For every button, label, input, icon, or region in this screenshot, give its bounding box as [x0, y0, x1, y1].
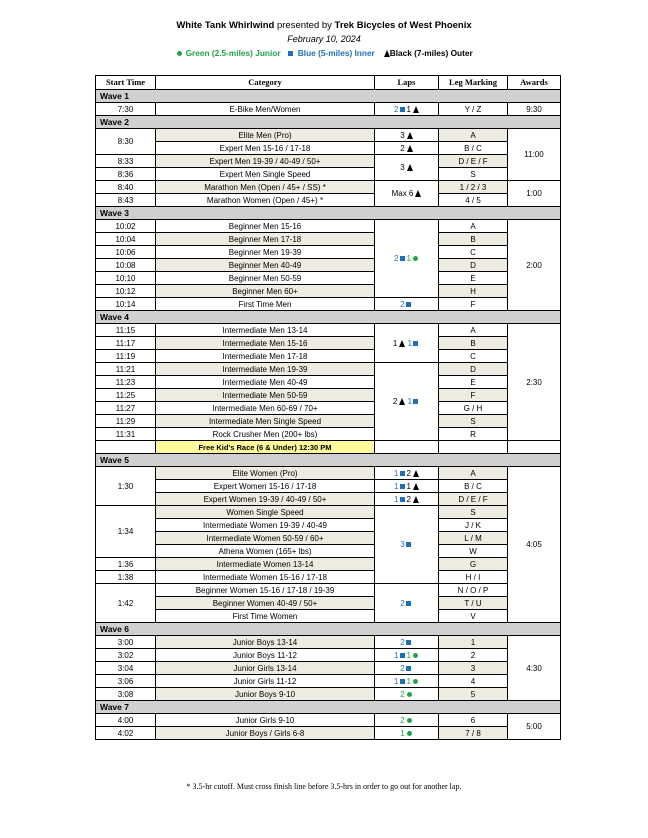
table-cell: First Time Men	[156, 298, 375, 311]
lap-count: 2	[406, 468, 411, 478]
table-row	[96, 363, 561, 376]
lap-count: 2	[400, 663, 405, 673]
table-cell	[508, 441, 561, 454]
table-cell: D / E / F	[439, 493, 508, 506]
table-cell: D / E / F	[439, 155, 508, 168]
lap-count: Max 6	[391, 189, 414, 198]
presented-by-text: presented by	[274, 20, 335, 31]
table-cell: 4:30	[508, 636, 561, 701]
laps-cell	[375, 636, 439, 649]
legend-blue: Blue (5-miles) Inner	[297, 48, 375, 58]
table-cell: A	[439, 220, 508, 233]
lap-count: 1	[392, 338, 398, 348]
laps-cell	[375, 220, 439, 298]
table-cell: Beginner Men 40-49	[156, 259, 375, 272]
table-cell: Intermediate Men 19-39	[156, 363, 375, 376]
black-triangle-icon	[399, 340, 405, 347]
table-cell: First Time Women	[156, 610, 375, 623]
laps-cell	[375, 480, 439, 493]
table-cell: 6	[439, 714, 508, 727]
lap-count: 2	[400, 143, 405, 153]
laps-cell	[375, 675, 439, 688]
table-row	[96, 636, 561, 649]
table-cell: A	[439, 129, 508, 142]
laps-cell	[375, 129, 439, 142]
table-row	[96, 194, 561, 207]
laps-cell	[375, 181, 439, 207]
table-cell: D	[439, 363, 508, 376]
wave-header	[96, 701, 561, 714]
table-cell: V	[439, 610, 508, 623]
blue-square-icon	[406, 302, 411, 307]
table-row	[96, 714, 561, 727]
table-row	[96, 428, 561, 441]
table-cell: E	[439, 376, 508, 389]
lap-count: 1	[394, 481, 399, 491]
table-cell: Wave 4	[96, 311, 561, 324]
table-cell: Intermediate Women 15-16 / 17-18	[156, 571, 375, 584]
table-cell: Wave 3	[96, 207, 561, 220]
table-cell: Wave 2	[96, 116, 561, 129]
table-cell: T / U	[439, 597, 508, 610]
table-cell: 11:00	[508, 129, 561, 181]
table-cell: Intermediate Women 50-59 / 60+	[156, 532, 375, 545]
table-cell: 3	[439, 662, 508, 675]
table-row	[96, 259, 561, 272]
laps-cell	[375, 714, 439, 727]
wave-header	[96, 311, 561, 324]
table-cell: Junior Girls 11-12	[156, 675, 375, 688]
lap-count: 1	[400, 728, 405, 738]
table-cell: 11:21	[96, 363, 156, 376]
table-row	[96, 155, 561, 168]
blue-square-icon	[400, 653, 405, 658]
blue-square-icon	[288, 51, 293, 56]
table-cell: C	[439, 246, 508, 259]
table-cell: 11:19	[96, 350, 156, 363]
table-cell: 4:02	[96, 727, 156, 740]
table-cell: 4:05	[508, 467, 561, 623]
course-legend	[0, 48, 648, 58]
blue-square-icon	[406, 601, 411, 606]
table-cell: Expert Men Single Speed	[156, 168, 375, 181]
green-circle-icon	[407, 692, 412, 697]
table-cell: 3:02	[96, 649, 156, 662]
table-cell: 1:42	[96, 584, 156, 623]
table-cell: B / C	[439, 480, 508, 493]
table-cell: 1:30	[96, 467, 156, 506]
blue-square-icon	[406, 666, 411, 671]
table-cell: 2	[439, 649, 508, 662]
table-row	[96, 584, 561, 597]
blue-square-icon	[400, 256, 405, 261]
laps-cell	[375, 506, 439, 584]
lap-count: 1	[394, 650, 399, 660]
wave-header	[96, 623, 561, 636]
blue-square-icon	[400, 497, 405, 502]
table-cell: 10:02	[96, 220, 156, 233]
black-triangle-icon	[413, 483, 419, 490]
table-cell: Wave 5	[96, 454, 561, 467]
table-cell: Beginner Men 50-59	[156, 272, 375, 285]
table-row	[96, 233, 561, 246]
table-cell: Wave 6	[96, 623, 561, 636]
green-circle-icon	[413, 653, 418, 658]
table-cell: 5	[439, 688, 508, 701]
table-cell: 10:04	[96, 233, 156, 246]
table-row	[96, 662, 561, 675]
table-cell: W	[439, 545, 508, 558]
table-cell: Elite Men (Pro)	[156, 129, 375, 142]
col-category: Category	[156, 76, 375, 90]
table-cell: Junior Boys 13-14	[156, 636, 375, 649]
table-cell: 8:43	[96, 194, 156, 207]
table-cell: 3:00	[96, 636, 156, 649]
lap-count: 3	[400, 130, 405, 140]
table-cell: 11:15	[96, 324, 156, 337]
table-cell: B	[439, 233, 508, 246]
table-row	[96, 298, 561, 311]
table-cell: 4	[439, 675, 508, 688]
table-cell: Junior Boys / Girls 6-8	[156, 727, 375, 740]
table-cell: Rock Crusher Men (200+ lbs)	[156, 428, 375, 441]
table-cell	[439, 441, 508, 454]
table-cell: Junior Girls 9-10	[156, 714, 375, 727]
table-cell: Wave 1	[96, 90, 561, 103]
table-cell: Wave 7	[96, 701, 561, 714]
table-row	[96, 649, 561, 662]
lap-count: 1	[394, 676, 399, 686]
table-cell: Intermediate Men 17-18	[156, 350, 375, 363]
laps-cell	[375, 324, 439, 363]
footnote: * 3.5-hr cutoff. Must cross finish line before 3.5-hrs in order to go out for another lap.	[186, 782, 462, 791]
table-row	[96, 610, 561, 623]
table-cell: 4 / 5	[439, 194, 508, 207]
table-cell: 10:10	[96, 272, 156, 285]
wave-header	[96, 90, 561, 103]
lap-count: 2	[400, 689, 405, 699]
table-cell: S	[439, 415, 508, 428]
table-cell: Beginner Women 15-16 / 17-18 / 19-39	[156, 584, 375, 597]
table-cell: Expert Women 15-16 / 17-18	[156, 480, 375, 493]
table-cell: Junior Boys 11-12	[156, 649, 375, 662]
lap-count: 1	[406, 254, 411, 263]
lap-count: 2	[400, 598, 405, 608]
table-row	[96, 506, 561, 519]
table-row	[96, 337, 561, 350]
green-circle-icon	[177, 51, 182, 56]
laps-cell	[375, 363, 439, 441]
laps-cell	[375, 155, 439, 181]
blue-square-icon	[400, 484, 405, 489]
legend-green: Green (2.5-miles) Junior	[185, 48, 281, 58]
table-cell: G / H	[439, 402, 508, 415]
table-cell: 11:31	[96, 428, 156, 441]
laps-cell	[375, 493, 439, 506]
table-cell: Beginner Men 15-16	[156, 220, 375, 233]
table-row	[96, 415, 561, 428]
table-cell: Beginner Women 40-49 / 50+	[156, 597, 375, 610]
table-cell: Intermediate Men 50-59	[156, 389, 375, 402]
green-circle-icon	[413, 256, 418, 261]
table-cell: J / K	[439, 519, 508, 532]
kids-race-label: Free Kid's Race (6 & Under) 12:30 PM	[156, 441, 375, 454]
table-cell: Expert Men 15-16 / 17-18	[156, 142, 375, 155]
table-cell: F	[439, 298, 508, 311]
table-cell: 1 / 2 / 3	[439, 181, 508, 194]
table-cell: Beginner Men 19-39	[156, 246, 375, 259]
table-cell: 1:36	[96, 558, 156, 571]
table-cell: 11:17	[96, 337, 156, 350]
laps-cell	[375, 584, 439, 623]
table-row	[96, 688, 561, 701]
table-cell: Y / Z	[439, 103, 508, 116]
table-row	[96, 168, 561, 181]
lap-count: 3	[400, 163, 405, 172]
table-cell: 7:30	[96, 103, 156, 116]
blue-square-icon	[400, 679, 405, 684]
table-row	[96, 220, 561, 233]
table-row	[96, 402, 561, 415]
sponsor-name: Trek Bicycles of West Phoenix	[334, 20, 472, 31]
table-cell: Athena Women (165+ lbs)	[156, 545, 375, 558]
table-row	[96, 545, 561, 558]
table-cell: Expert Men 19-39 / 40-49 / 50+	[156, 155, 375, 168]
lap-count: 1	[406, 104, 411, 114]
table-cell: 2:00	[508, 220, 561, 311]
legend-black: Black (7-miles) Outer	[389, 48, 473, 58]
lap-count: 1	[406, 676, 411, 686]
table-row	[96, 389, 561, 402]
lap-count: 2	[400, 637, 405, 647]
green-circle-icon	[413, 679, 418, 684]
table-row	[96, 324, 561, 337]
table-cell	[96, 441, 156, 454]
table-cell: 3:08	[96, 688, 156, 701]
table-cell: 1	[439, 636, 508, 649]
table-cell: S	[439, 506, 508, 519]
green-circle-icon	[407, 718, 412, 723]
laps-cell	[375, 662, 439, 675]
table-cell: C	[439, 350, 508, 363]
table-cell: 1:38	[96, 571, 156, 584]
lap-count: 2	[392, 397, 398, 406]
table-cell: 8:40	[96, 181, 156, 194]
table-cell: 1:34	[96, 506, 156, 558]
table-cell: 11:25	[96, 389, 156, 402]
table-cell: 10:08	[96, 259, 156, 272]
event-title	[0, 20, 648, 31]
table-cell: 11:27	[96, 402, 156, 415]
table-cell: E	[439, 272, 508, 285]
laps-cell	[375, 467, 439, 480]
lap-count: 1	[406, 481, 411, 491]
black-triangle-icon	[413, 496, 419, 503]
table-row	[96, 727, 561, 740]
table-cell: H / I	[439, 571, 508, 584]
table-row	[96, 558, 561, 571]
blue-square-icon	[406, 640, 411, 645]
table-row	[96, 571, 561, 584]
table-cell: E-Bike Men/Women	[156, 103, 375, 116]
table-cell: Intermediate Men Single Speed	[156, 415, 375, 428]
black-triangle-icon	[415, 190, 421, 197]
lap-count: 3	[400, 540, 405, 549]
table-row	[96, 246, 561, 259]
black-triangle-icon	[399, 398, 405, 405]
table-cell: Intermediate Men 13-14	[156, 324, 375, 337]
table-cell: 11:23	[96, 376, 156, 389]
lap-count: 1	[394, 468, 399, 478]
table-cell: 4:00	[96, 714, 156, 727]
wave-header	[96, 116, 561, 129]
table-cell: 1:00	[508, 181, 561, 207]
laps-cell	[375, 142, 439, 155]
table-cell: A	[439, 467, 508, 480]
table-cell: S	[439, 168, 508, 181]
laps-cell	[375, 688, 439, 701]
table-row	[96, 519, 561, 532]
table-cell: 10:14	[96, 298, 156, 311]
lap-count: 2	[406, 494, 411, 504]
header-row	[96, 76, 561, 90]
table-row	[96, 467, 561, 480]
table-cell: Marathon Women (Open / 45+) *	[156, 194, 375, 207]
table-row	[96, 532, 561, 545]
col-leg-marking: Leg Marking	[439, 76, 508, 90]
laps-cell	[375, 298, 439, 311]
lap-count: 2	[394, 104, 399, 114]
table-cell: 10:12	[96, 285, 156, 298]
table-cell: B / C	[439, 142, 508, 155]
lap-count: 1	[394, 494, 399, 504]
table-cell: Intermediate Men 60-69 / 70+	[156, 402, 375, 415]
table-row	[96, 480, 561, 493]
table-row	[96, 103, 561, 116]
table-row	[96, 272, 561, 285]
table-row	[96, 597, 561, 610]
table-cell: Intermediate Women 19-39 / 40-49	[156, 519, 375, 532]
table-row	[96, 350, 561, 363]
wave-header	[96, 454, 561, 467]
black-triangle-icon	[407, 145, 413, 152]
table-cell: Intermediate Women 13-14	[156, 558, 375, 571]
table-row	[96, 142, 561, 155]
table-cell: Marathon Men (Open / 45+ / SS) *	[156, 181, 375, 194]
table-cell: Intermediate Men 15-16	[156, 337, 375, 350]
table-cell: L / M	[439, 532, 508, 545]
table-row	[96, 376, 561, 389]
race-schedule-table	[95, 75, 561, 740]
lap-count: 1	[407, 397, 413, 406]
event-date: February 10, 2024	[287, 34, 361, 44]
lap-count: 2	[400, 715, 405, 725]
table-cell: 7 / 8	[439, 727, 508, 740]
table-cell: Elite Women (Pro)	[156, 467, 375, 480]
table-cell: 2:30	[508, 324, 561, 441]
table-cell: 8:36	[96, 168, 156, 181]
table-cell: 3:06	[96, 675, 156, 688]
table-cell: D	[439, 259, 508, 272]
laps-cell	[375, 727, 439, 740]
table-cell: R	[439, 428, 508, 441]
black-triangle-icon	[407, 164, 413, 171]
table-cell: 5:00	[508, 714, 561, 740]
table-cell: 8:33	[96, 155, 156, 168]
laps-cell	[375, 103, 439, 116]
green-circle-icon	[407, 731, 412, 736]
table-cell: 10:06	[96, 246, 156, 259]
table-cell: Beginner Men 17-18	[156, 233, 375, 246]
blue-square-icon	[413, 341, 418, 346]
table-cell: 3:04	[96, 662, 156, 675]
table-cell: Junior Boys 9-10	[156, 688, 375, 701]
table-cell: H	[439, 285, 508, 298]
table-cell: Intermediate Men 40-49	[156, 376, 375, 389]
blue-square-icon	[400, 471, 405, 476]
lap-count: 2	[400, 299, 405, 309]
laps-cell	[375, 649, 439, 662]
wave-header	[96, 207, 561, 220]
table-cell: 8:30	[96, 129, 156, 155]
blue-square-icon	[400, 107, 405, 112]
kids-race-row	[96, 441, 561, 454]
blue-square-icon	[413, 399, 418, 404]
table-cell: 9:30	[508, 103, 561, 116]
table-cell: Expert Women 19-39 / 40-49 / 50+	[156, 493, 375, 506]
table-row	[96, 493, 561, 506]
table-row	[96, 675, 561, 688]
black-triangle-icon	[407, 132, 413, 139]
lap-count: 1	[406, 650, 411, 660]
col-start-time: Start Time	[96, 76, 156, 90]
table-cell: N / O / P	[439, 584, 508, 597]
event-name: White Tank Whirlwind	[176, 20, 275, 31]
black-triangle-icon	[413, 106, 419, 113]
table-cell: B	[439, 337, 508, 350]
table-cell: Beginner Men 60+	[156, 285, 375, 298]
table-cell: Junior Girls 13-14	[156, 662, 375, 675]
lap-count: 1	[407, 338, 413, 348]
table-cell	[375, 441, 439, 454]
table-row	[96, 129, 561, 142]
table-row	[96, 285, 561, 298]
col-laps: Laps	[375, 76, 439, 90]
lap-count: 2	[394, 254, 399, 263]
table-cell: F	[439, 389, 508, 402]
table-cell: Women Single Speed	[156, 506, 375, 519]
table-cell: 11:29	[96, 415, 156, 428]
table-cell: A	[439, 324, 508, 337]
table-row	[96, 181, 561, 194]
table-cell: G	[439, 558, 508, 571]
col-awards: Awards	[508, 76, 561, 90]
blue-square-icon	[406, 542, 411, 547]
black-triangle-icon	[413, 470, 419, 477]
